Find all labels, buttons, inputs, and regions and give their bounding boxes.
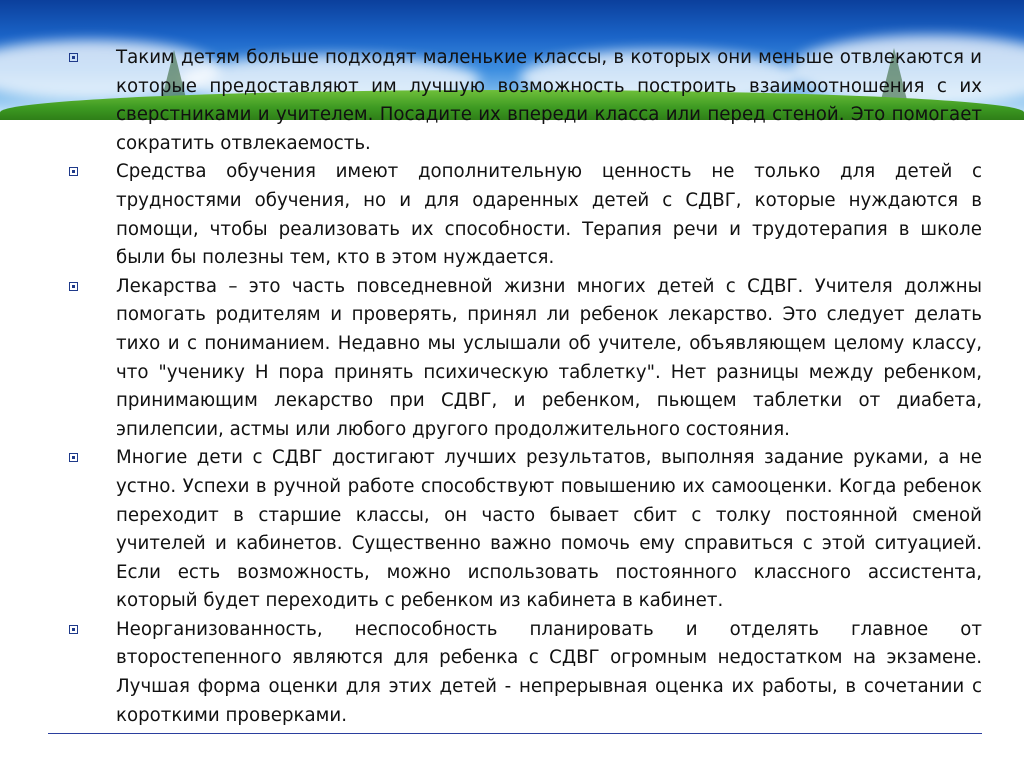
list-item bbox=[66, 44, 982, 158]
list-item bbox=[66, 273, 982, 445]
square-bullet-icon bbox=[69, 282, 78, 291]
list-item-text: Неорганизованность, неспособность планировать и отделять главное от второстепенного являются для ребенка с СДВГ огромным недостатком на экзамене. Лучшая форма оценки для этих детей - непрерывная оценка их работы, в сочетании с короткими проверками. bbox=[116, 618, 982, 726]
square-bullet-icon bbox=[69, 625, 78, 634]
list-item bbox=[66, 616, 982, 730]
square-bullet-icon bbox=[69, 453, 78, 462]
list-item-text: Лекарства – это часть повседневной жизни многих детей с СДВГ. Учителя должны помогать родителям и проверять, принял ли ребенок лекарство. Это следует делать тихо и с пониманием. Недавно мы услышали об учителе, объявляющем целому классу, что "ученику Н пора принять психическую таблетку". Нет разницы между ребенком, принимающим лекарство при СДВГ, и ребенком, пьющем таблетки от диабета, эпилепсии, астмы или любого другого продолжительного состояния. bbox=[116, 275, 982, 440]
square-bullet-icon bbox=[69, 167, 78, 176]
square-bullet-icon bbox=[69, 53, 78, 62]
list-item-text: Средства обучения имеют дополнительную ценность не только для детей с трудностями обучения, но и для одаренных детей с СДВГ, которые нуждаются в помощи, чтобы реализовать их способности. Терапия речи и трудотерапия в школе были бы полезны тем, кто в этом нуждается. bbox=[116, 161, 982, 269]
footer-divider bbox=[48, 733, 982, 734]
list-item-text: Многие дети с СДВГ достигают лучших результатов, выполняя задание руками, а не устно. Успехи в ручной работе способствуют повышению их самооценки. Когда ребенок переходит в старшие классы, он часто бывает сбит с толку постоянной сменой учителей и кабинетов. Существенно важно помочь ему справиться с этой ситуацией. Если есть возможность, можно использовать постоянного классного ассистента, который будет переходить с ребенком из кабинета в кабинет. bbox=[116, 447, 982, 612]
list-item-text: Таким детям больше подходят маленькие классы, в которых они меньше отвлекаются и которые предоставляют им лучшую возможность построить взаимоотношения с их сверстниками и учителем. Посадите их впереди класса или перед стеной. Это помогает сократить отвлекаемость. bbox=[116, 47, 982, 154]
list-item bbox=[66, 158, 982, 272]
bullet-list bbox=[66, 44, 982, 730]
list-item bbox=[66, 444, 982, 616]
